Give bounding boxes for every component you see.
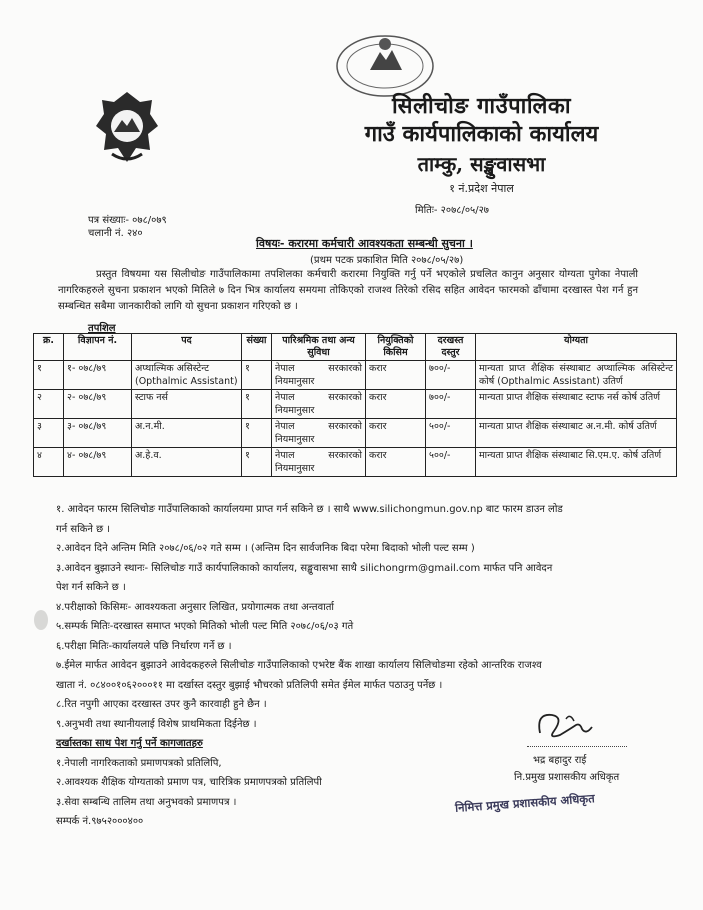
table-cell: १: [242, 419, 272, 448]
table-row: [34, 419, 677, 448]
table-cell: स्टाफ नर्स: [132, 390, 242, 419]
letter-ref-number: पत्र संख्याः- ०७८/०७९: [88, 215, 167, 226]
signature-icon: [530, 705, 600, 743]
table-cell: ५००/-: [426, 448, 476, 477]
table-cell: अ.हे.व.: [132, 448, 242, 477]
condition-line: ७.ईमेल मार्फत आवेदन बुझाउने आवेदकहरुले सिलीचोङ गाउँपालिकाको एभरेष्ट बैंक शाखा कार्यालय सिलिचोङमा रहेको आन्तरिक राजश्व: [56, 660, 542, 671]
notice-subject: विषयः- करारमा कर्मचारी आवश्यकता सम्बन्धी सुचना ।: [256, 237, 473, 250]
table-cell: नेपाल सरकारको नियमानुसार: [272, 448, 366, 477]
office-name: गाउँ कार्यपालिकाको कार्यालय: [364, 121, 599, 147]
table-cell: नेपाल सरकारको नियमानुसार: [272, 419, 366, 448]
table-cell: नेपाल सरकारको नियमानुसार: [272, 390, 366, 419]
condition-line: ४.परीक्षाको किसिमः- आवश्यकता अनुसार लिखित, प्रयोगात्मक तथा अन्तवार्ता: [56, 601, 335, 613]
table-cell: १: [242, 361, 272, 390]
table-cell: २- ०७८/७९: [64, 390, 132, 419]
table-cell: ४- ०७८/७९: [64, 448, 132, 477]
table-cell: मान्यता प्राप्त शैक्षिक संस्थाबाट अप्थाल्मिक असिस्टेन्ट कोर्ष (Opthalmic Assistant) उतिर्ण: [476, 361, 677, 390]
condition-line: पेश गर्न सकिने छ ।: [56, 582, 126, 593]
published-date: (प्रथम पटक प्रकाशित मिति २०७८/०५/२७): [310, 255, 464, 266]
condition-line: २.आवेदन दिने अन्तिम मिति २०७८/०६/०२ गते सम्म । (अन्तिम दिन सार्वजनिक बिदा परेमा बिदाको भोली पल्ट सम्म ): [56, 543, 475, 554]
document-item: १.नेपाली नागरिकताको प्रमाणपत्रको प्रतिलिपि,: [56, 757, 222, 769]
table-cell: मान्यता प्राप्त शैक्षिक संस्थाबाट अ.न.मी. कोर्ष उतिर्ण: [476, 419, 677, 448]
table-row: [34, 448, 677, 477]
details-heading: तपशिल: [88, 323, 116, 334]
province-label: १ नं.प्रदेश नेपाल: [449, 182, 514, 195]
table-cell: १- ०७८/७९: [64, 361, 132, 390]
table-cell: ५००/-: [426, 419, 476, 448]
table-header: विज्ञापन नं.: [64, 334, 132, 361]
condition-line: ९.अनुभवी तथा स्थानीयलाई विशेष प्राथमिकता दिईनेछ ।: [56, 718, 257, 730]
table-header: नियुक्तिको किसिम: [366, 334, 426, 361]
table-header: पद: [132, 334, 242, 361]
table-cell: ३: [34, 419, 64, 448]
condition-line: ५.सम्पर्क मितिः-दरखास्त समाप्त भएको मितिको भोली पल्ट मिति २०७८/०६/०३ गते: [56, 621, 354, 632]
table-cell: १: [242, 390, 272, 419]
document-item: ३.सेवा सम्बन्धि तालिम तथा अनुभवको प्रमाणपत्र ।: [56, 796, 237, 808]
signature-line: [527, 746, 627, 747]
document-item: २.आवश्यक शैक्षिक योग्यताको प्रमाण पत्र, चारित्रिक प्रमाणपत्रको प्रतिलिपी: [56, 777, 322, 788]
table-header: योग्यता: [476, 334, 677, 361]
signatory-name: भद्र बहादुर राई: [533, 755, 587, 766]
table-cell: १: [242, 448, 272, 477]
dispatch-number: चलानी नं. २४०: [88, 228, 143, 239]
table-cell: ७००/-: [426, 390, 476, 419]
table-header: दरखस्त दस्तुर: [426, 334, 476, 361]
condition-line: ३.आवेदन बुझाउने स्थानः- सिलिचोङ गाउँ कार्यपालिकाको कार्यालय, सङ्खुवासभा साथै silichongrm@gmail.com मार्फत पनि आवेदन: [56, 562, 553, 574]
table-cell: ७००/-: [426, 361, 476, 390]
office-location: ताम्कु, सङ्खुवासभा: [417, 152, 546, 176]
vacancy-table: [33, 333, 677, 477]
documents-heading: दर्खास्तका साथ पेश गर्नु पर्ने कागजातहरु: [56, 738, 203, 749]
table-cell: २: [34, 390, 64, 419]
table-row: [34, 361, 677, 390]
table-cell: करार: [366, 390, 426, 419]
table-row: [34, 390, 677, 419]
table-cell: मान्यता प्राप्त शैक्षिक संस्थाबाट सि.एम.ए. कोर्ष उतिर्ण: [476, 448, 677, 477]
org-name: सिलीचोङ गाउँपालिका: [391, 93, 572, 119]
table-header: संख्या: [242, 334, 272, 361]
table-header-row: [34, 334, 677, 361]
table-cell: ४: [34, 448, 64, 477]
officer-seal: निमित्त प्रमुख प्रशासकीय अधिकृत: [454, 791, 596, 815]
condition-line: ८.रित नपुगी आएका दरखास्त उपर कुनै कारवाही हुने छैन ।: [56, 699, 267, 710]
signatory-title: नि.प्रमुख प्रशासकीय अधिकृत: [514, 772, 620, 783]
condition-line: ६.परीक्षा मितिः-कार्यालयले पछि निर्धारण गर्ने छ ।: [56, 640, 232, 652]
intro-paragraph: प्रस्तुत विषयमा यस सिलीचोङ गाउँपालिकामा तपशिलका कर्मचारी करारमा नियुक्ति गर्नु पर्ने भएकोले प्रचलित कानुन अनुसार योग्यता पुगेका नेपाली नागरिकहरुले सुचना प्रकाशन भएको मितिले ७ दिन भित्र कार्यालय समयमा तोकिएको राजश्व तिरेको रसिद सहित आवेदन फारमको ढाँचामा दरखास्त पेश गर्न हुन सम्बन्धित सबैमा जानकारीको लागि यो सुचना प्रकाशन गरिएको छ ।: [58, 269, 638, 312]
table-header: क्र.: [34, 334, 64, 361]
table-cell: अ.न.मी.: [132, 419, 242, 448]
table-cell: अप्थाल्मिक असिस्टेन्ट (Opthalmic Assistant): [132, 361, 242, 390]
table-cell: करार: [366, 361, 426, 390]
condition-line: १. आवेदन फारम सिलिचोङ गाउँपालिकाको कार्यालयमा प्राप्त गर्न सकिने छ । साथै www.silichongmun.gov.np बाट फारम डाउन लोड: [56, 504, 563, 515]
table-cell: करार: [366, 448, 426, 477]
condition-line: गर्न सकिने छ ।: [56, 523, 111, 535]
scan-punch-hole: [34, 610, 48, 630]
condition-line: खाता नं. ०८४००१०६२०००११ मा दर्खास्त दस्तुर बुझाई भौचरको प्रतिलिपी समेत ईमेल मार्फत पठाउनु पर्नेछ ।: [56, 679, 443, 691]
table-cell: १: [34, 361, 64, 390]
contact-number: सम्पर्क नं.९७५२०००४००: [56, 816, 144, 827]
table-cell: ३- ०७८/७९: [64, 419, 132, 448]
letter-date: मितिः- २०७८/०५/२७: [415, 205, 490, 216]
table-cell: नेपाल सरकारको नियमानुसार: [272, 361, 366, 390]
table-cell: मान्यता प्राप्त शैक्षिक संस्थाबाट स्टाफ नर्स कोर्ष उतिर्ण: [476, 390, 677, 419]
table-cell: करार: [366, 419, 426, 448]
table-header: पारिश्रमिक तथा अन्य सुविधा: [272, 334, 366, 361]
